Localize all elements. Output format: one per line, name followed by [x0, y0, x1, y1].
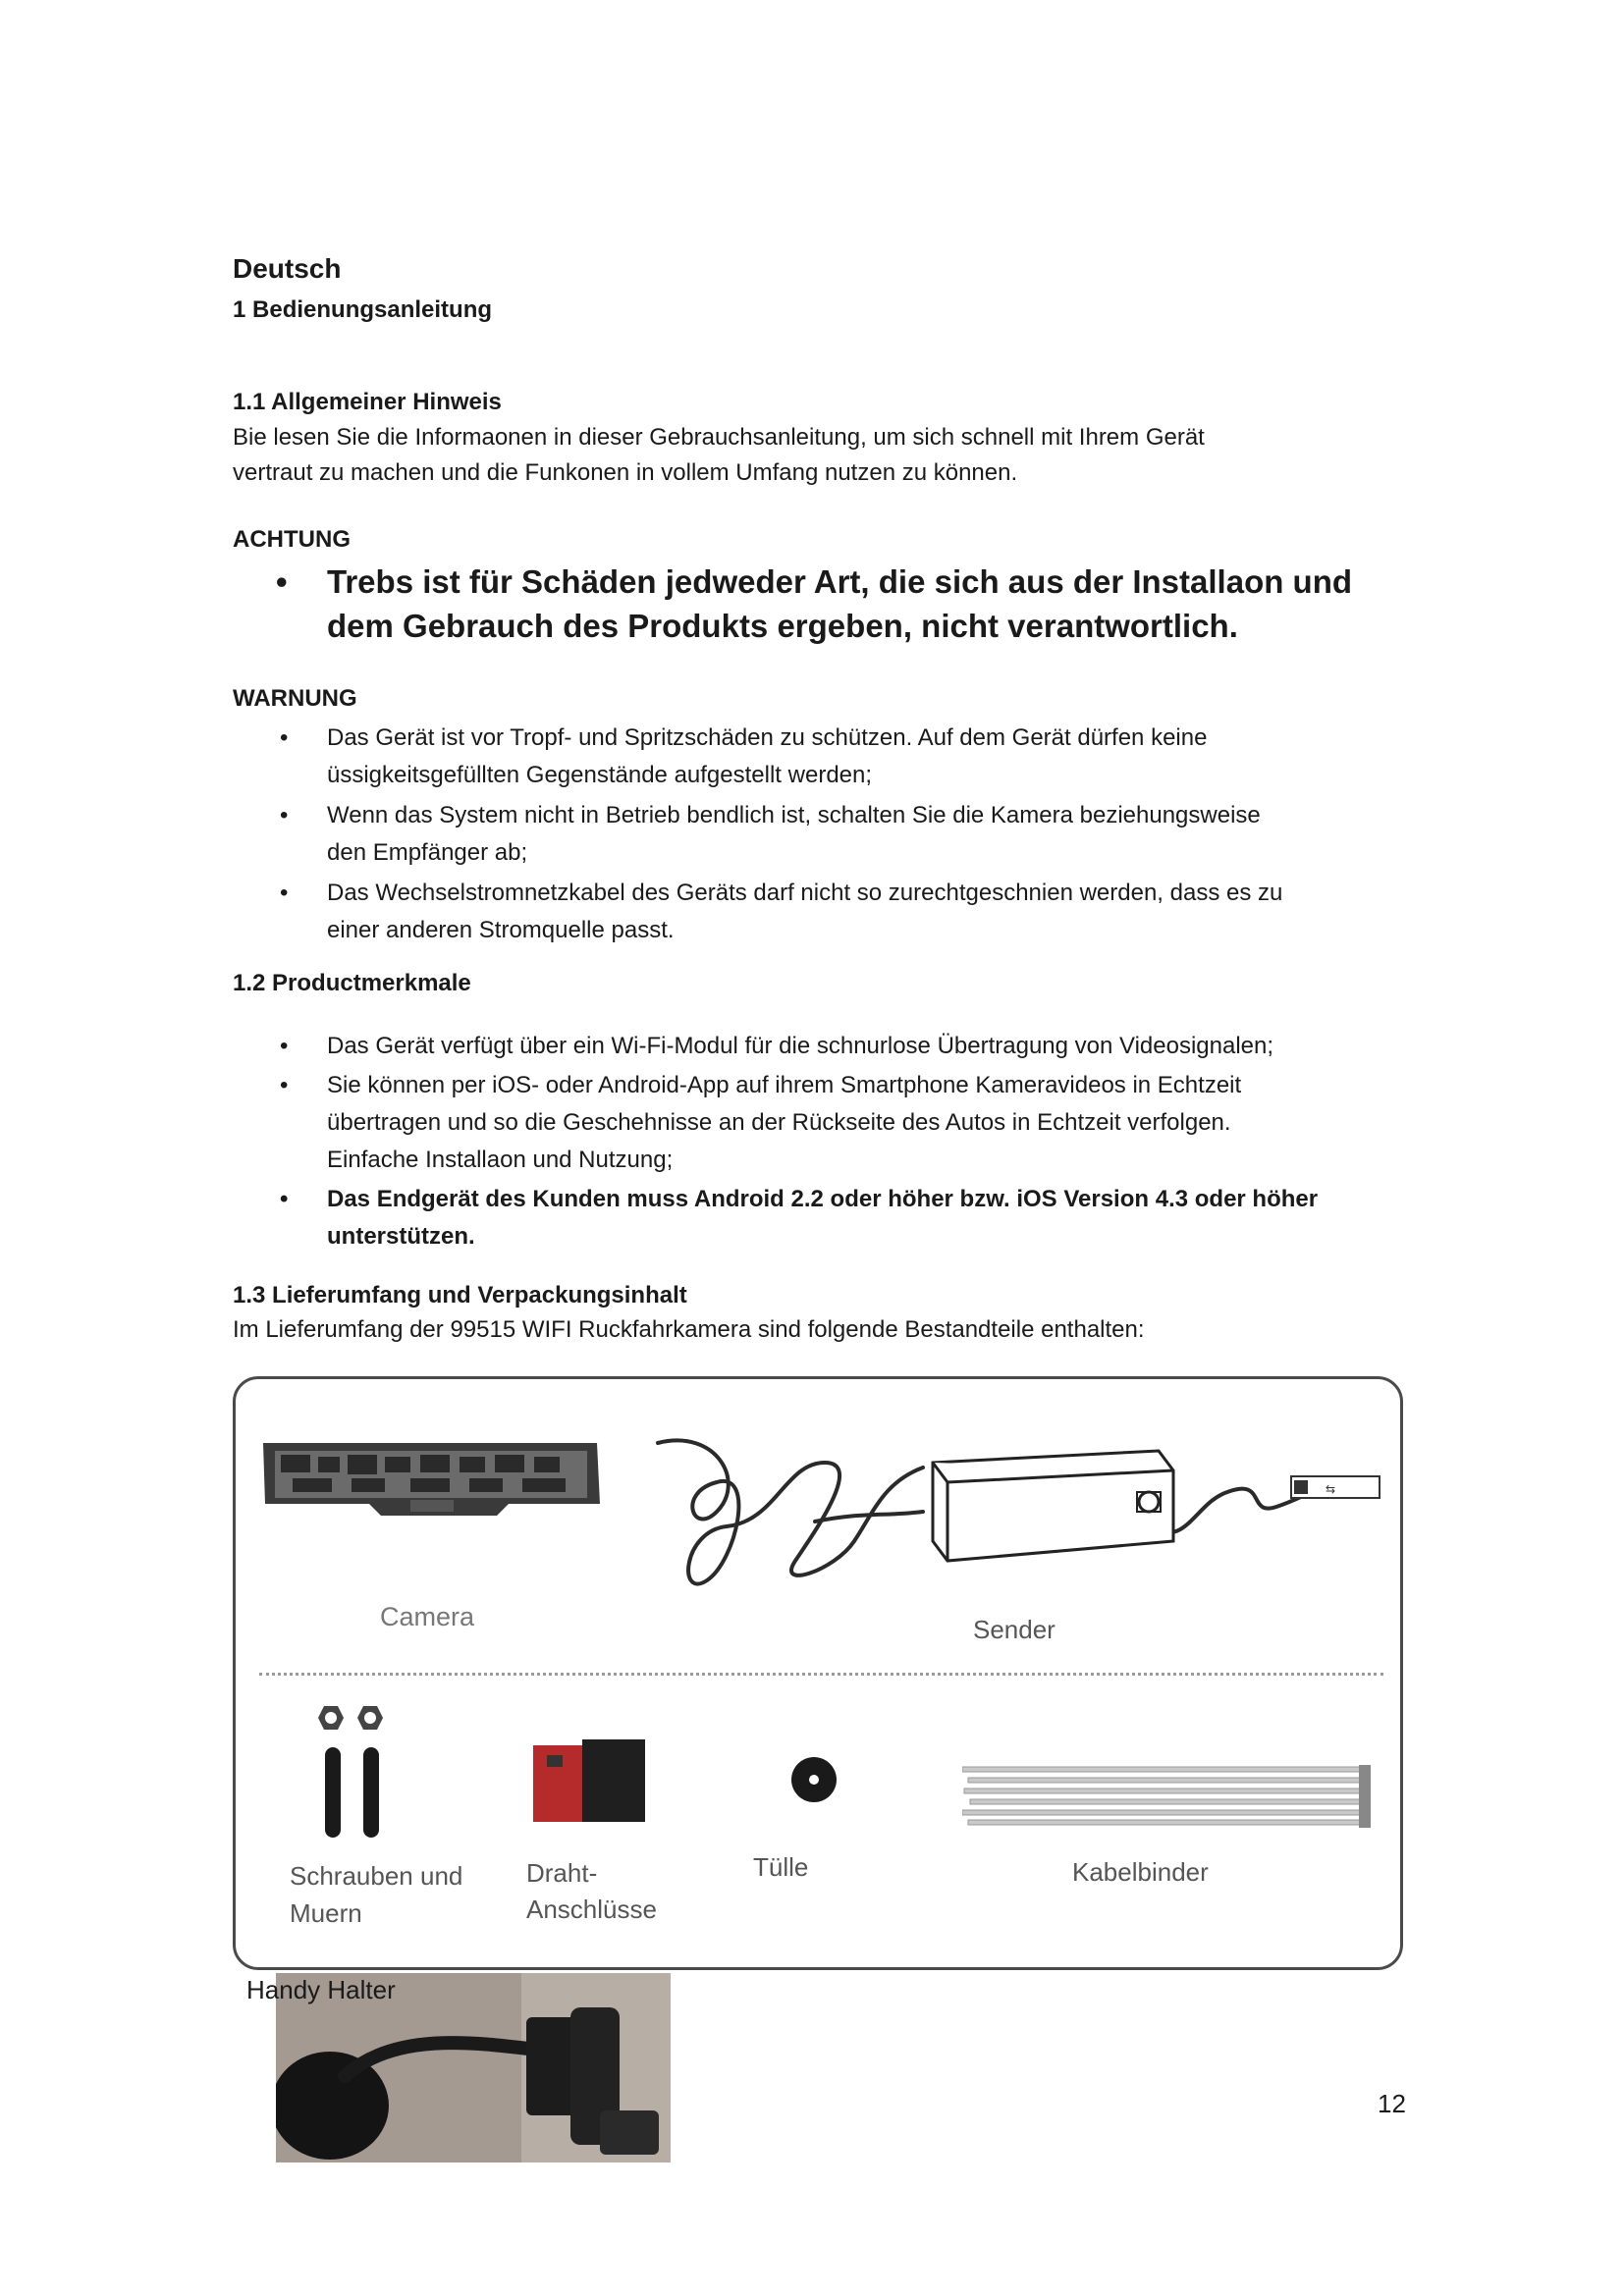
sender-illustration	[638, 1423, 1389, 1634]
bullet-icon: •	[280, 724, 289, 751]
achtung-line-2: dem Gebrauch des Produkts ergeben, nicht verantwortlich.	[327, 608, 1238, 644]
screws-label-line-2: Muern	[290, 1898, 362, 1928]
section-1-1-text-line-1: Bie lesen Sie die Informaonen in dieser Gebrauchsanleitung, um sich schnell mit Ihrem Gerät	[233, 424, 1205, 451]
bullet-icon: •	[276, 563, 288, 600]
warnung-item-line-1: Das Wechselstromnetzkabel des Geräts darf nicht so zurechtgeschnien werden, dass es zu	[327, 880, 1283, 906]
wire-connector-illustration	[533, 1737, 649, 1826]
feature-item	[233, 1028, 1431, 1065]
achtung-item	[233, 560, 1362, 648]
section-1-3-text: Im Lieferumfang der 99515 WIFI Ruckfahrkamera sind folgende Bestandteile enthalten:	[233, 1316, 1145, 1343]
warnung-list	[233, 720, 1411, 951]
language-heading: Deutsch	[233, 253, 342, 284]
bullet-icon: •	[280, 1186, 289, 1212]
screws-label-line-1: Schrauben und	[290, 1861, 463, 1891]
bullet-icon: •	[280, 802, 289, 828]
sender-label: Sender	[973, 1615, 1056, 1644]
feature-line: unterstützen.	[327, 1223, 475, 1250]
svg-text:⇆: ⇆	[1326, 1482, 1336, 1496]
bullet-icon: •	[280, 1072, 289, 1098]
bullet-icon: •	[280, 1033, 289, 1059]
grommet-label: Tülle	[753, 1852, 809, 1882]
feature-item	[233, 1067, 1431, 1179]
warnung-item	[233, 875, 1411, 949]
feature-line: Einfache Installaon und Nutzung;	[327, 1147, 674, 1173]
section-1-2-heading: 1.2 Productmerkmale	[233, 970, 471, 996]
achtung-heading: ACHTUNG	[233, 526, 351, 553]
section-1-1-text-line-2: vertraut zu machen und die Funkonen in vollem Umfang nutzen zu können.	[233, 459, 1018, 486]
features-list	[233, 1028, 1431, 1257]
wire-label-line-2: Anschlüsse	[526, 1895, 657, 1924]
warnung-item	[233, 720, 1411, 794]
section-1-heading: 1 Bedienungsanleitung	[233, 296, 493, 323]
feature-line: übertragen und so die Geschehnisse an der Rückseite des Autos in Echtzeit verfolgen.	[327, 1109, 1231, 1136]
feature-line: Sie können per iOS- oder Android-App auf ihrem Smartphone Kameravideos in Echtzeit	[327, 1072, 1242, 1098]
section-1-1-heading: 1.1 Allgemeiner Hinweis	[233, 389, 502, 415]
warnung-item-line-1: Wenn das System nicht in Betrieb bendlich ist, schalten Sie die Kamera beziehungsweise	[327, 802, 1261, 828]
screws-illustration	[312, 1698, 401, 1841]
warnung-item-line-1: Das Gerät ist vor Tropf- und Spritzschäden zu schützen. Auf dem Gerät dürfen keine	[327, 724, 1208, 751]
feature-item	[233, 1181, 1431, 1255]
feature-line: Das Endgerät des Kunden muss Android 2.2 oder höher bzw. iOS Version 4.3 oder höher	[327, 1186, 1319, 1212]
section-1-3-heading: 1.3 Lieferumfang und Verpackungsinhalt	[233, 1282, 687, 1308]
cable-ties-illustration	[962, 1765, 1375, 1828]
cable-ties-label: Kabelbinder	[1072, 1857, 1209, 1887]
grommet-illustration	[789, 1755, 839, 1804]
divider	[259, 1673, 1383, 1676]
feature-line: Das Gerät verfügt über ein Wi-Fi-Modul für die schnurlose Übertragung von Videosignalen;	[327, 1033, 1274, 1059]
bullet-icon: •	[280, 880, 289, 906]
achtung-line-1: Trebs ist für Schäden jedweder Art, die sich aus der Installaon und	[327, 563, 1353, 600]
warnung-item-line-2: üssigkeitsgefüllten Gegenstände aufgestellt werden;	[327, 762, 873, 788]
camera-label: Camera	[380, 1602, 475, 1631]
page-number: 12	[1378, 2089, 1406, 2118]
phone-holder-label: Handy Halter	[246, 1975, 396, 2004]
warnung-item	[233, 797, 1411, 872]
warnung-heading: WARNUNG	[233, 685, 357, 712]
warnung-item-line-2: den Empfänger ab;	[327, 839, 528, 866]
wire-label-line-1: Draht-	[526, 1858, 598, 1888]
camera-illustration	[263, 1435, 602, 1523]
achtung-list	[233, 560, 1362, 650]
warnung-item-line-2: einer anderen Stromquelle passt.	[327, 917, 675, 943]
